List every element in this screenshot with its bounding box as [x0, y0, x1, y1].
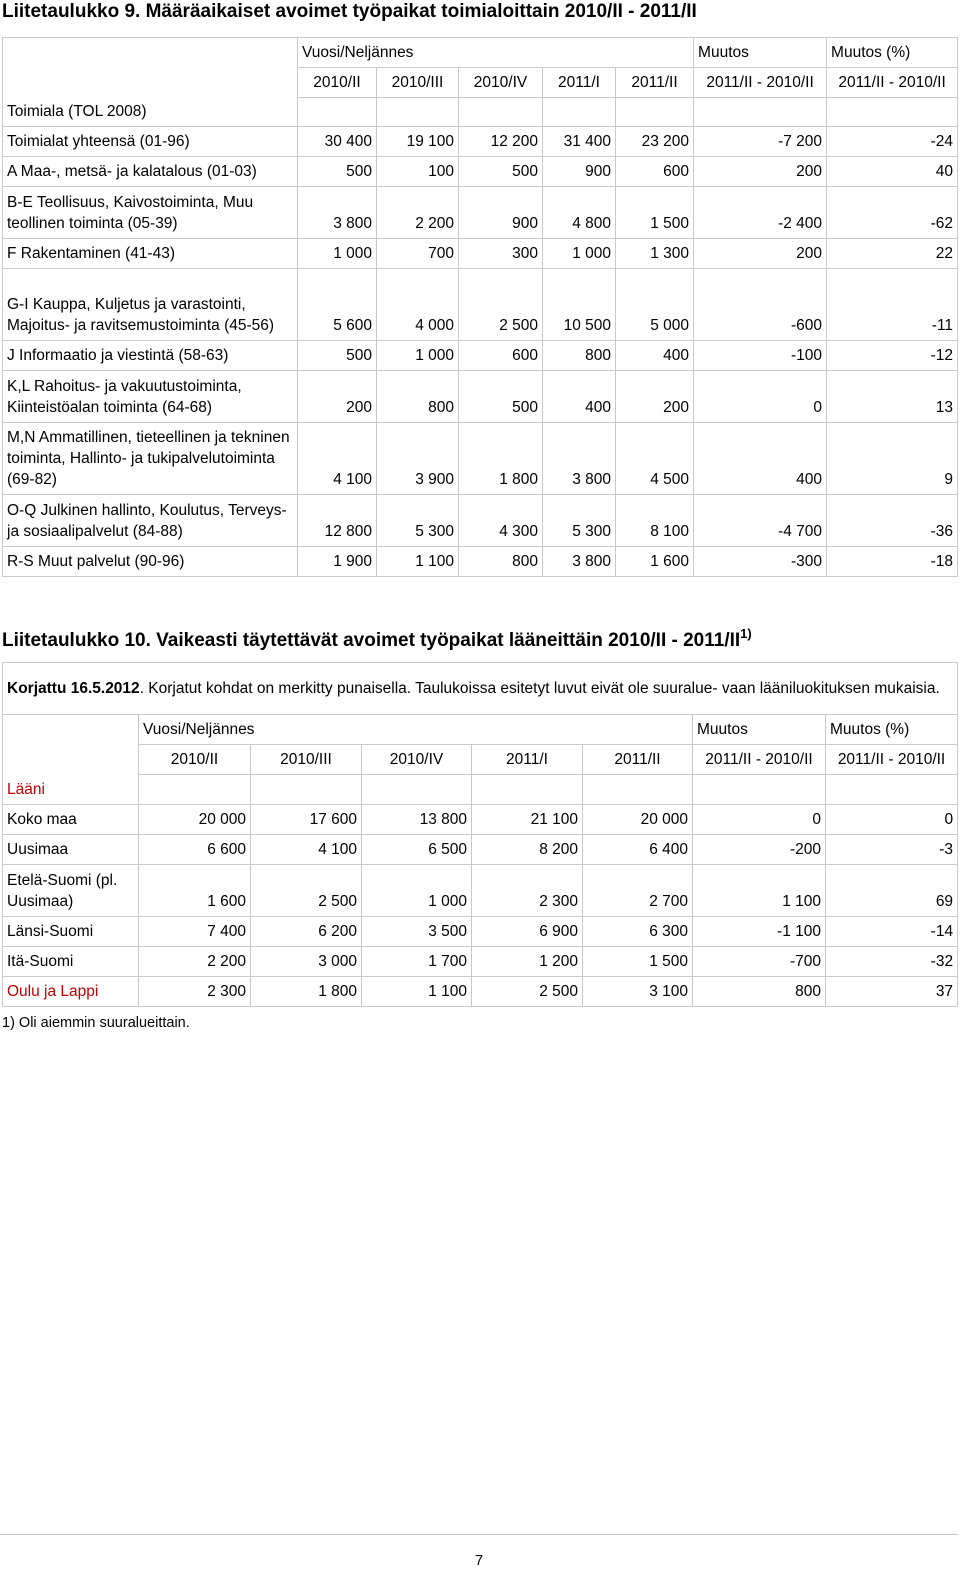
table-cell: 69	[826, 865, 958, 917]
table-cell: 1 700	[362, 947, 472, 977]
table-cell: 3 900	[377, 423, 459, 495]
table-row	[3, 805, 958, 835]
row-label: G-I Kauppa, Kuljetus ja varastointi, Majoitus- ja ravitsemustoiminta (45-56)	[3, 269, 298, 341]
table-cell: 800	[543, 341, 616, 371]
table-row	[3, 187, 958, 239]
table-cell: 6 500	[362, 835, 472, 865]
table-cell: 500	[459, 371, 543, 423]
table-cell: 13	[827, 371, 958, 423]
row-label: O-Q Julkinen hallinto, Koulutus, Terveys- ja sosiaalipalvelut (84-88)	[3, 495, 298, 547]
table-cell: 10 500	[543, 269, 616, 341]
table-cell: 31 400	[543, 127, 616, 157]
table-cell: 200	[616, 371, 694, 423]
table-row	[3, 835, 958, 865]
table-cell: 6 200	[251, 917, 362, 947]
table-cell: 3 000	[251, 947, 362, 977]
table-cell: 12 800	[298, 495, 377, 547]
table-cell: 3 100	[583, 977, 693, 1007]
table-cell: 1 100	[377, 547, 459, 577]
table-cell: 3 800	[298, 187, 377, 239]
table-cell: 2 200	[377, 187, 459, 239]
table9-group-quarters: Vuosi/Neljännes	[298, 38, 694, 68]
table-cell: -1 100	[693, 917, 826, 947]
table-row	[3, 269, 958, 341]
row-label: B-E Teollisuus, Kaivostoiminta, Muu teollinen toiminta (05-39)	[3, 187, 298, 239]
table-cell: 2 500	[251, 865, 362, 917]
table-cell: 400	[543, 371, 616, 423]
table9-col-header: 2011/I	[543, 68, 616, 98]
table-row	[3, 977, 958, 1007]
table-cell: 2 200	[139, 947, 251, 977]
table-cell: 6 300	[583, 917, 693, 947]
table-cell: 1 100	[362, 977, 472, 1007]
table-cell: 4 000	[377, 269, 459, 341]
table-cell: 3 800	[543, 423, 616, 495]
table9-col-header: 2011/II - 2010/II	[694, 68, 827, 98]
row-label: Uusimaa	[3, 835, 139, 865]
table-cell: 200	[694, 157, 827, 187]
table-cell: 1 100	[693, 865, 826, 917]
row-label: Oulu ja Lappi	[3, 977, 139, 1007]
table-cell: 5 600	[298, 269, 377, 341]
table10-col-header: 2010/IV	[362, 745, 472, 775]
correction-notice: Korjattu 16.5.2012. Korjatut kohdat on merkitty punaisella. Taulukoissa esitetyt luvut eivät ole suuralue- vaan lääniluokituksen mukaisia.	[3, 663, 958, 715]
table-cell: 0	[826, 805, 958, 835]
table-cell: 20 000	[139, 805, 251, 835]
table10-col-header: 2011/II - 2010/II	[693, 745, 826, 775]
table-cell: -14	[826, 917, 958, 947]
table-cell: 2 300	[139, 977, 251, 1007]
table-cell: 3 800	[543, 547, 616, 577]
table-cell: -36	[827, 495, 958, 547]
table10-group-change: Muutos	[693, 715, 826, 745]
table10-row-header: Lääni	[3, 715, 139, 805]
table-cell: 2 500	[472, 977, 583, 1007]
table-cell: 0	[693, 805, 826, 835]
table-cell: 800	[693, 977, 826, 1007]
row-label: R-S Muut palvelut (90-96)	[3, 547, 298, 577]
table-cell: 4 800	[543, 187, 616, 239]
table9-col-header: 2010/III	[377, 68, 459, 98]
table-cell: 1 600	[616, 547, 694, 577]
table-row	[3, 157, 958, 187]
table-cell: 8 100	[616, 495, 694, 547]
table10	[2, 662, 958, 1007]
table-row	[3, 547, 958, 577]
table-cell: 1 300	[616, 239, 694, 269]
table-cell: 2 500	[459, 269, 543, 341]
table-cell: 17 600	[251, 805, 362, 835]
table9-row-header: Toimiala (TOL 2008)	[3, 38, 298, 127]
table-cell: -100	[694, 341, 827, 371]
row-label: Länsi-Suomi	[3, 917, 139, 947]
table9-col-header: 2011/II	[616, 68, 694, 98]
table-cell: -7 200	[694, 127, 827, 157]
table-cell: -300	[694, 547, 827, 577]
table-cell: 1 600	[139, 865, 251, 917]
table-cell: 4 100	[251, 835, 362, 865]
table9-col-header: 2011/II - 2010/II	[827, 68, 958, 98]
table-cell: 6 400	[583, 835, 693, 865]
table-cell: 5 300	[377, 495, 459, 547]
table-cell: 400	[616, 341, 694, 371]
table-cell: -3	[826, 835, 958, 865]
table-cell: 0	[694, 371, 827, 423]
table-cell: 6 600	[139, 835, 251, 865]
table-row	[3, 865, 958, 917]
table-cell: 1 900	[298, 547, 377, 577]
table10-col-header: 2011/I	[472, 745, 583, 775]
table10-title: Liitetaulukko 10. Vaikeasti täytettävät avoimet työpaikat lääneittäin 2010/II - 2011/II$^{1)}$	[2, 626, 752, 651]
table-cell: 1 200	[472, 947, 583, 977]
table-cell: 400	[694, 423, 827, 495]
table-cell: 300	[459, 239, 543, 269]
table-cell: -11	[827, 269, 958, 341]
table-cell: 1 000	[377, 341, 459, 371]
table-cell: 22	[827, 239, 958, 269]
table-cell: 1 500	[616, 187, 694, 239]
table-cell: -12	[827, 341, 958, 371]
table-row	[3, 917, 958, 947]
table-cell: 7 400	[139, 917, 251, 947]
table-cell: 1 500	[583, 947, 693, 977]
row-label: F Rakentaminen (41-43)	[3, 239, 298, 269]
table-cell: 40	[827, 157, 958, 187]
table-cell: -18	[827, 547, 958, 577]
table9-group-change: Muutos	[694, 38, 827, 68]
table-cell: 1 800	[251, 977, 362, 1007]
table-cell: -62	[827, 187, 958, 239]
table-cell: 1 000	[298, 239, 377, 269]
table-cell: 20 000	[583, 805, 693, 835]
row-label: Etelä-Suomi (pl. Uusimaa)	[3, 865, 139, 917]
table-cell: 37	[826, 977, 958, 1007]
table10-col-header: 2011/II - 2010/II	[826, 745, 958, 775]
table-cell: -32	[826, 947, 958, 977]
table-cell: 1 800	[459, 423, 543, 495]
table-cell: 12 200	[459, 127, 543, 157]
table-cell: 5 000	[616, 269, 694, 341]
table-cell: 3 500	[362, 917, 472, 947]
table9-group-change-pct: Muutos (%)	[827, 38, 958, 68]
table10-group-change-pct: Muutos (%)	[826, 715, 958, 745]
table-cell: -700	[693, 947, 826, 977]
table-row	[3, 341, 958, 371]
table-cell: 2 700	[583, 865, 693, 917]
row-label: A Maa-, metsä- ja kalatalous (01-03)	[3, 157, 298, 187]
table9-col-header: 2010/II	[298, 68, 377, 98]
table-row	[3, 239, 958, 269]
row-label: Toimialat yhteensä (01-96)	[3, 127, 298, 157]
table-cell: 4 300	[459, 495, 543, 547]
table-cell: 4 500	[616, 423, 694, 495]
table-cell: 6 900	[472, 917, 583, 947]
table-cell: 500	[298, 157, 377, 187]
table-cell: -2 400	[694, 187, 827, 239]
table-cell: 700	[377, 239, 459, 269]
table-cell: 200	[694, 239, 827, 269]
table-cell: -200	[693, 835, 826, 865]
table-cell: 5 300	[543, 495, 616, 547]
table10-footnote: 1) Oli aiemmin suuralueittain.	[2, 1015, 190, 1031]
table10-col-header: 2010/III	[251, 745, 362, 775]
table-cell: 23 200	[616, 127, 694, 157]
table-row	[3, 423, 958, 495]
table10-group-quarters: Vuosi/Neljännes	[139, 715, 693, 745]
table-cell: 800	[459, 547, 543, 577]
table-cell: 900	[543, 157, 616, 187]
table-cell: 500	[459, 157, 543, 187]
table-cell: 1 000	[362, 865, 472, 917]
table-cell: 1 000	[543, 239, 616, 269]
row-label: K,L Rahoitus- ja vakuutustoiminta, Kiinteistöalan toiminta (64-68)	[3, 371, 298, 423]
table-row	[3, 495, 958, 547]
table-cell: -24	[827, 127, 958, 157]
table-cell: 500	[298, 341, 377, 371]
table-cell: 2 300	[472, 865, 583, 917]
table10-col-header: 2011/II	[583, 745, 693, 775]
table-cell: 8 200	[472, 835, 583, 865]
row-label: M,N Ammatillinen, tieteellinen ja tekninen toiminta, Hallinto- ja tukipalvelutoiminta (69-82)	[3, 423, 298, 495]
table-cell: 13 800	[362, 805, 472, 835]
row-label: J Informaatio ja viestintä (58-63)	[3, 341, 298, 371]
table9-body	[3, 127, 958, 577]
footer-divider	[0, 1534, 958, 1535]
table9-title: Liitetaulukko 9. Määräaikaiset avoimet työpaikat toimialoittain 2010/II - 2011/II	[2, 1, 697, 22]
row-label: Koko maa	[3, 805, 139, 835]
table-row	[3, 127, 958, 157]
table-row	[3, 371, 958, 423]
table-cell: 21 100	[472, 805, 583, 835]
page-number: 7	[474, 1552, 484, 1569]
table-cell: 600	[616, 157, 694, 187]
table-cell: 30 400	[298, 127, 377, 157]
table-cell: 4 100	[298, 423, 377, 495]
table-cell: 200	[298, 371, 377, 423]
row-label: Itä-Suomi	[3, 947, 139, 977]
table-cell: -4 700	[694, 495, 827, 547]
table-cell: 600	[459, 341, 543, 371]
table-row	[3, 947, 958, 977]
table-cell: 19 100	[377, 127, 459, 157]
table9	[2, 37, 958, 577]
table9-col-header: 2010/IV	[459, 68, 543, 98]
table-cell: -600	[694, 269, 827, 341]
table-cell: 100	[377, 157, 459, 187]
table-cell: 800	[377, 371, 459, 423]
table10-col-header: 2010/II	[139, 745, 251, 775]
table-cell: 9	[827, 423, 958, 495]
table10-body	[3, 805, 958, 1007]
table-cell: 900	[459, 187, 543, 239]
